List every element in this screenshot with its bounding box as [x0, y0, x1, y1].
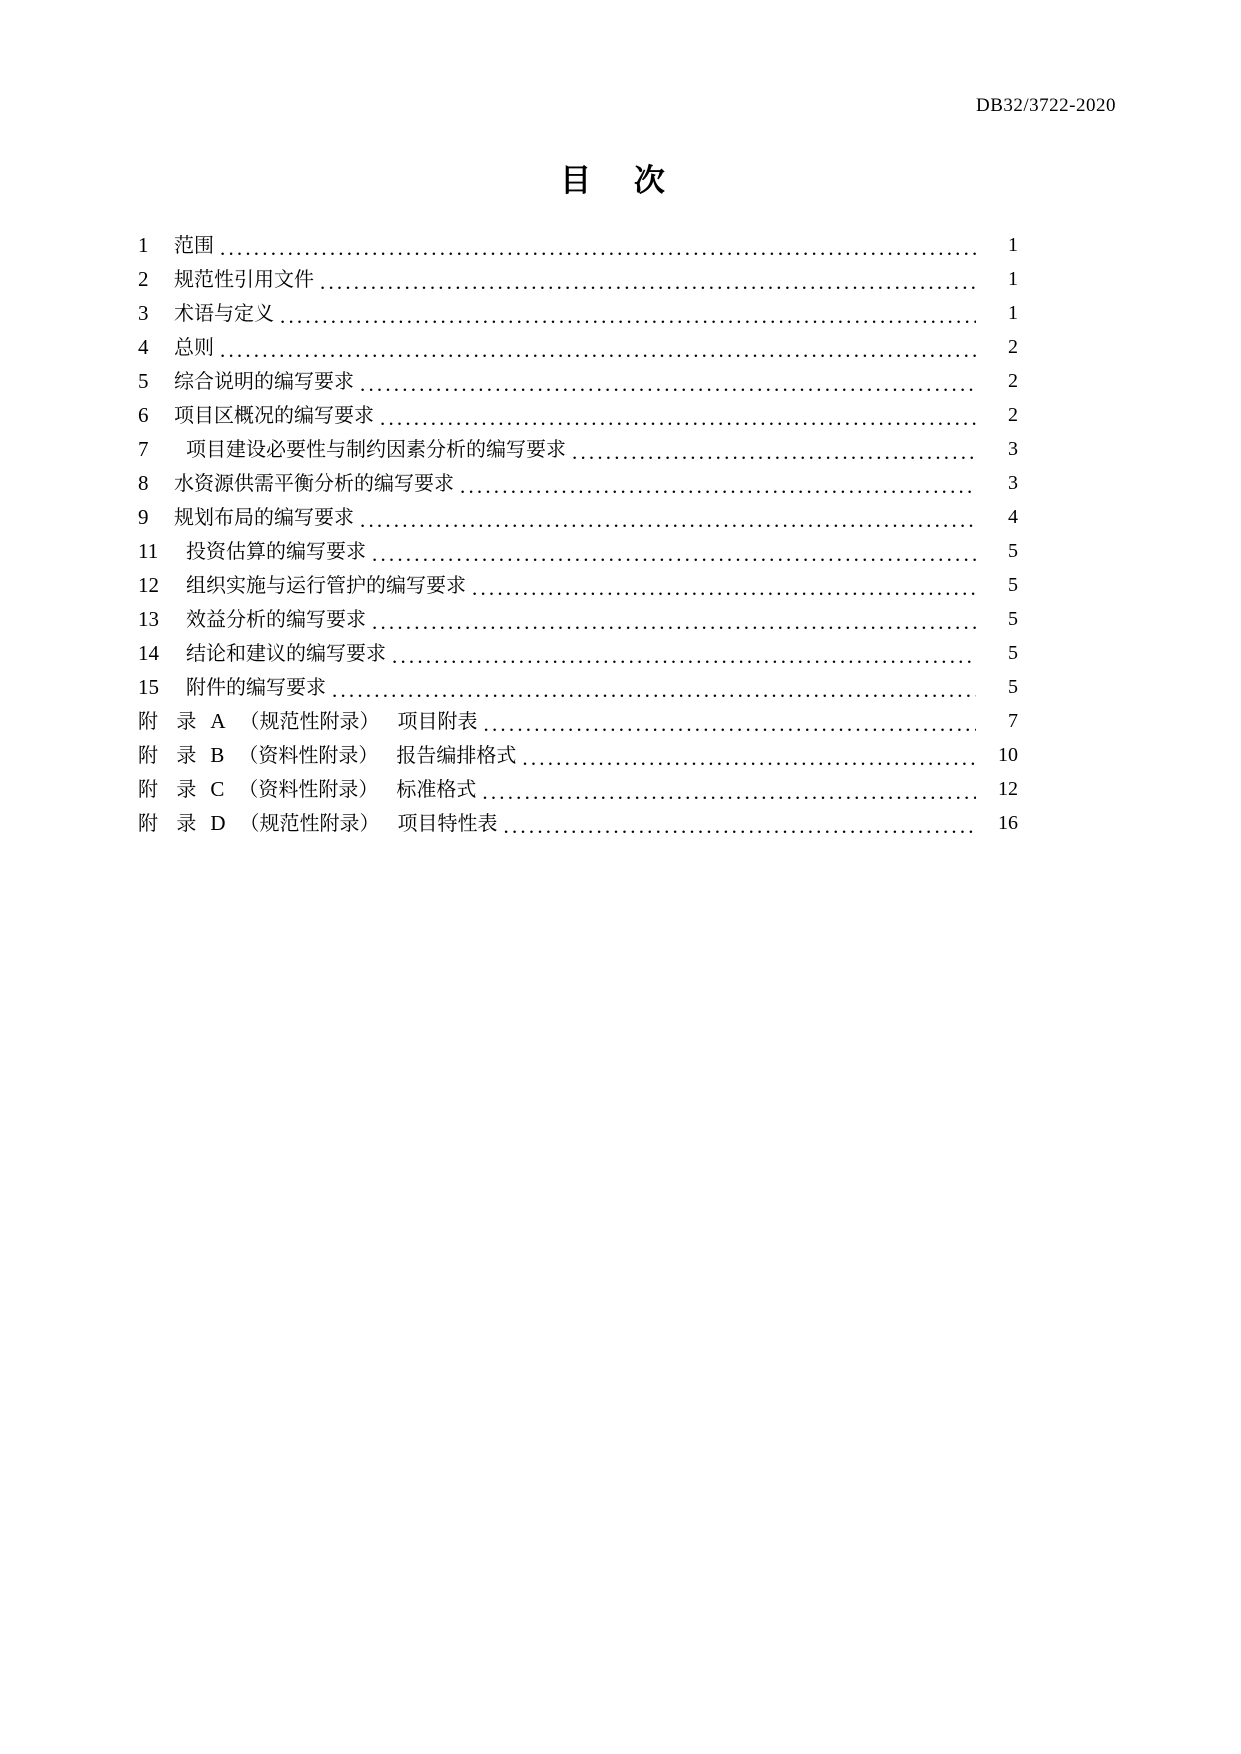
toc-entry-number: 7: [138, 437, 149, 461]
toc-entry[interactable]: [138, 398, 1018, 432]
annex-label: 项目特性表: [397, 811, 498, 835]
toc-leader-dots: [504, 819, 976, 840]
toc-entry-page: 2: [1008, 404, 1018, 426]
toc-entry-label: 规范性引用文件: [174, 267, 314, 291]
toc-entry[interactable]: [138, 228, 1018, 262]
toc-leader-dots: [320, 275, 976, 296]
toc-entry-page: 5: [1008, 642, 1018, 664]
toc-entry-number: 13: [138, 607, 159, 631]
toc-leader-dots: [220, 241, 976, 262]
toc-entry-page: 5: [1008, 608, 1018, 630]
toc-annex-entry[interactable]: [138, 806, 1018, 840]
annex-prefix: 附 录: [138, 709, 203, 733]
toc-entry-number: 2: [138, 267, 149, 291]
toc-leader-dots: [332, 683, 976, 704]
toc-entry-number: 15: [138, 675, 159, 699]
toc-entry-page: 5: [1008, 676, 1018, 698]
toc-entry[interactable]: [138, 500, 1018, 534]
toc-entry-label: 术语与定义: [174, 301, 274, 325]
annex-letter: B: [210, 743, 225, 767]
toc-entry-label: 项目建设必要性与制约因素分析的编写要求: [186, 437, 566, 461]
annex-prefix: 附 录: [138, 777, 203, 801]
toc-leader-dots: [372, 615, 976, 636]
toc-entry-label: 投资估算的编写要求: [186, 539, 366, 563]
toc-entry[interactable]: [138, 466, 1018, 500]
toc-entry-number: 1: [138, 233, 149, 257]
toc-entry-page: 2: [1008, 370, 1018, 392]
toc-entry-page: 1: [1008, 234, 1018, 256]
toc-entry[interactable]: [138, 330, 1018, 364]
toc-entry-page: 5: [1008, 574, 1018, 596]
annex-page: 7: [1008, 710, 1018, 732]
toc-entry-number: 11: [138, 539, 159, 563]
toc-entry-number: 9: [138, 505, 149, 529]
toc-entry[interactable]: [138, 534, 1018, 568]
toc-entry-label: 水资源供需平衡分析的编写要求: [174, 471, 454, 495]
toc-entry-number: 12: [138, 573, 159, 597]
toc-entry-label: 项目区概况的编写要求: [174, 403, 374, 427]
toc-entry-label: 结论和建议的编写要求: [186, 641, 386, 665]
toc-entry-page: 4: [1008, 506, 1018, 528]
toc-entry[interactable]: [138, 262, 1018, 296]
annex-letter: C: [210, 777, 225, 801]
toc-entry-label: 效益分析的编写要求: [186, 607, 366, 631]
annex-kind: （规范性附录）: [239, 811, 380, 835]
toc-entry[interactable]: [138, 670, 1018, 704]
toc-entry[interactable]: [138, 364, 1018, 398]
annex-label: 标准格式: [396, 777, 477, 801]
annex-prefix: 附 录: [138, 743, 203, 767]
toc-entry-number: 4: [138, 335, 149, 359]
toc-annex-entry[interactable]: [138, 704, 1018, 738]
toc-entry-label: 范围: [174, 233, 214, 257]
toc-leader-dots: [280, 309, 976, 330]
annex-kind: （资料性附录）: [238, 743, 379, 767]
toc-entry-page: 1: [1008, 268, 1018, 290]
toc-entry-number: 14: [138, 641, 159, 665]
toc-entry-number: 3: [138, 301, 149, 325]
toc-leader-dots: [372, 547, 976, 568]
toc-leader-dots: [482, 785, 976, 806]
annex-label: 项目附表: [397, 709, 478, 733]
toc-entry-label: 综合说明的编写要求: [174, 369, 354, 393]
annex-letter: A: [210, 709, 226, 733]
toc-leader-dots: [484, 717, 976, 738]
toc-leader-dots: [360, 377, 976, 398]
toc-entry[interactable]: [138, 432, 1018, 466]
toc-entry[interactable]: [138, 602, 1018, 636]
annex-kind: （资料性附录）: [238, 777, 379, 801]
annex-label: 报告编排格式: [396, 743, 517, 767]
toc-entry-page: 3: [1008, 472, 1018, 494]
toc-entry-label: 附件的编写要求: [186, 675, 326, 699]
toc-entry-label: 规划布局的编写要求: [174, 505, 354, 529]
toc-entry-number: 6: [138, 403, 149, 427]
toc-entry-page: 1: [1008, 302, 1018, 324]
annex-page: 12: [998, 778, 1018, 800]
toc-entry[interactable]: [138, 568, 1018, 602]
toc-entry[interactable]: [138, 636, 1018, 670]
toc-entry-number: 5: [138, 369, 149, 393]
toc-entry-label: 总则: [174, 335, 214, 359]
toc-entry-page: 5: [1008, 540, 1018, 562]
annex-page: 16: [998, 812, 1018, 834]
standard-code-header: DB32/3722-2020: [976, 95, 1116, 116]
toc-leader-dots: [572, 445, 976, 466]
toc-entry-page: 2: [1008, 336, 1018, 358]
toc-annex-entry[interactable]: [138, 772, 1018, 806]
toc-entry[interactable]: [138, 296, 1018, 330]
toc-leader-dots: [392, 649, 976, 670]
toc-entry-label: 组织实施与运行管护的编写要求: [186, 573, 466, 597]
toc-leader-dots: [522, 751, 976, 772]
toc-leader-dots: [380, 411, 976, 432]
toc-leader-dots: [460, 479, 976, 500]
annex-kind: （规范性附录）: [239, 709, 380, 733]
annex-page: 10: [998, 744, 1018, 766]
annex-prefix: 附 录: [138, 811, 203, 835]
toc-leader-dots: [220, 343, 976, 364]
annex-letter: D: [210, 811, 226, 835]
toc-leader-dots: [472, 581, 976, 602]
table-of-contents: [138, 228, 1018, 840]
page-title: 目 次: [560, 163, 681, 199]
toc-entry-number: 8: [138, 471, 149, 495]
toc-leader-dots: [360, 513, 976, 534]
toc-entry-page: 3: [1008, 438, 1018, 460]
toc-annex-entry[interactable]: [138, 738, 1018, 772]
